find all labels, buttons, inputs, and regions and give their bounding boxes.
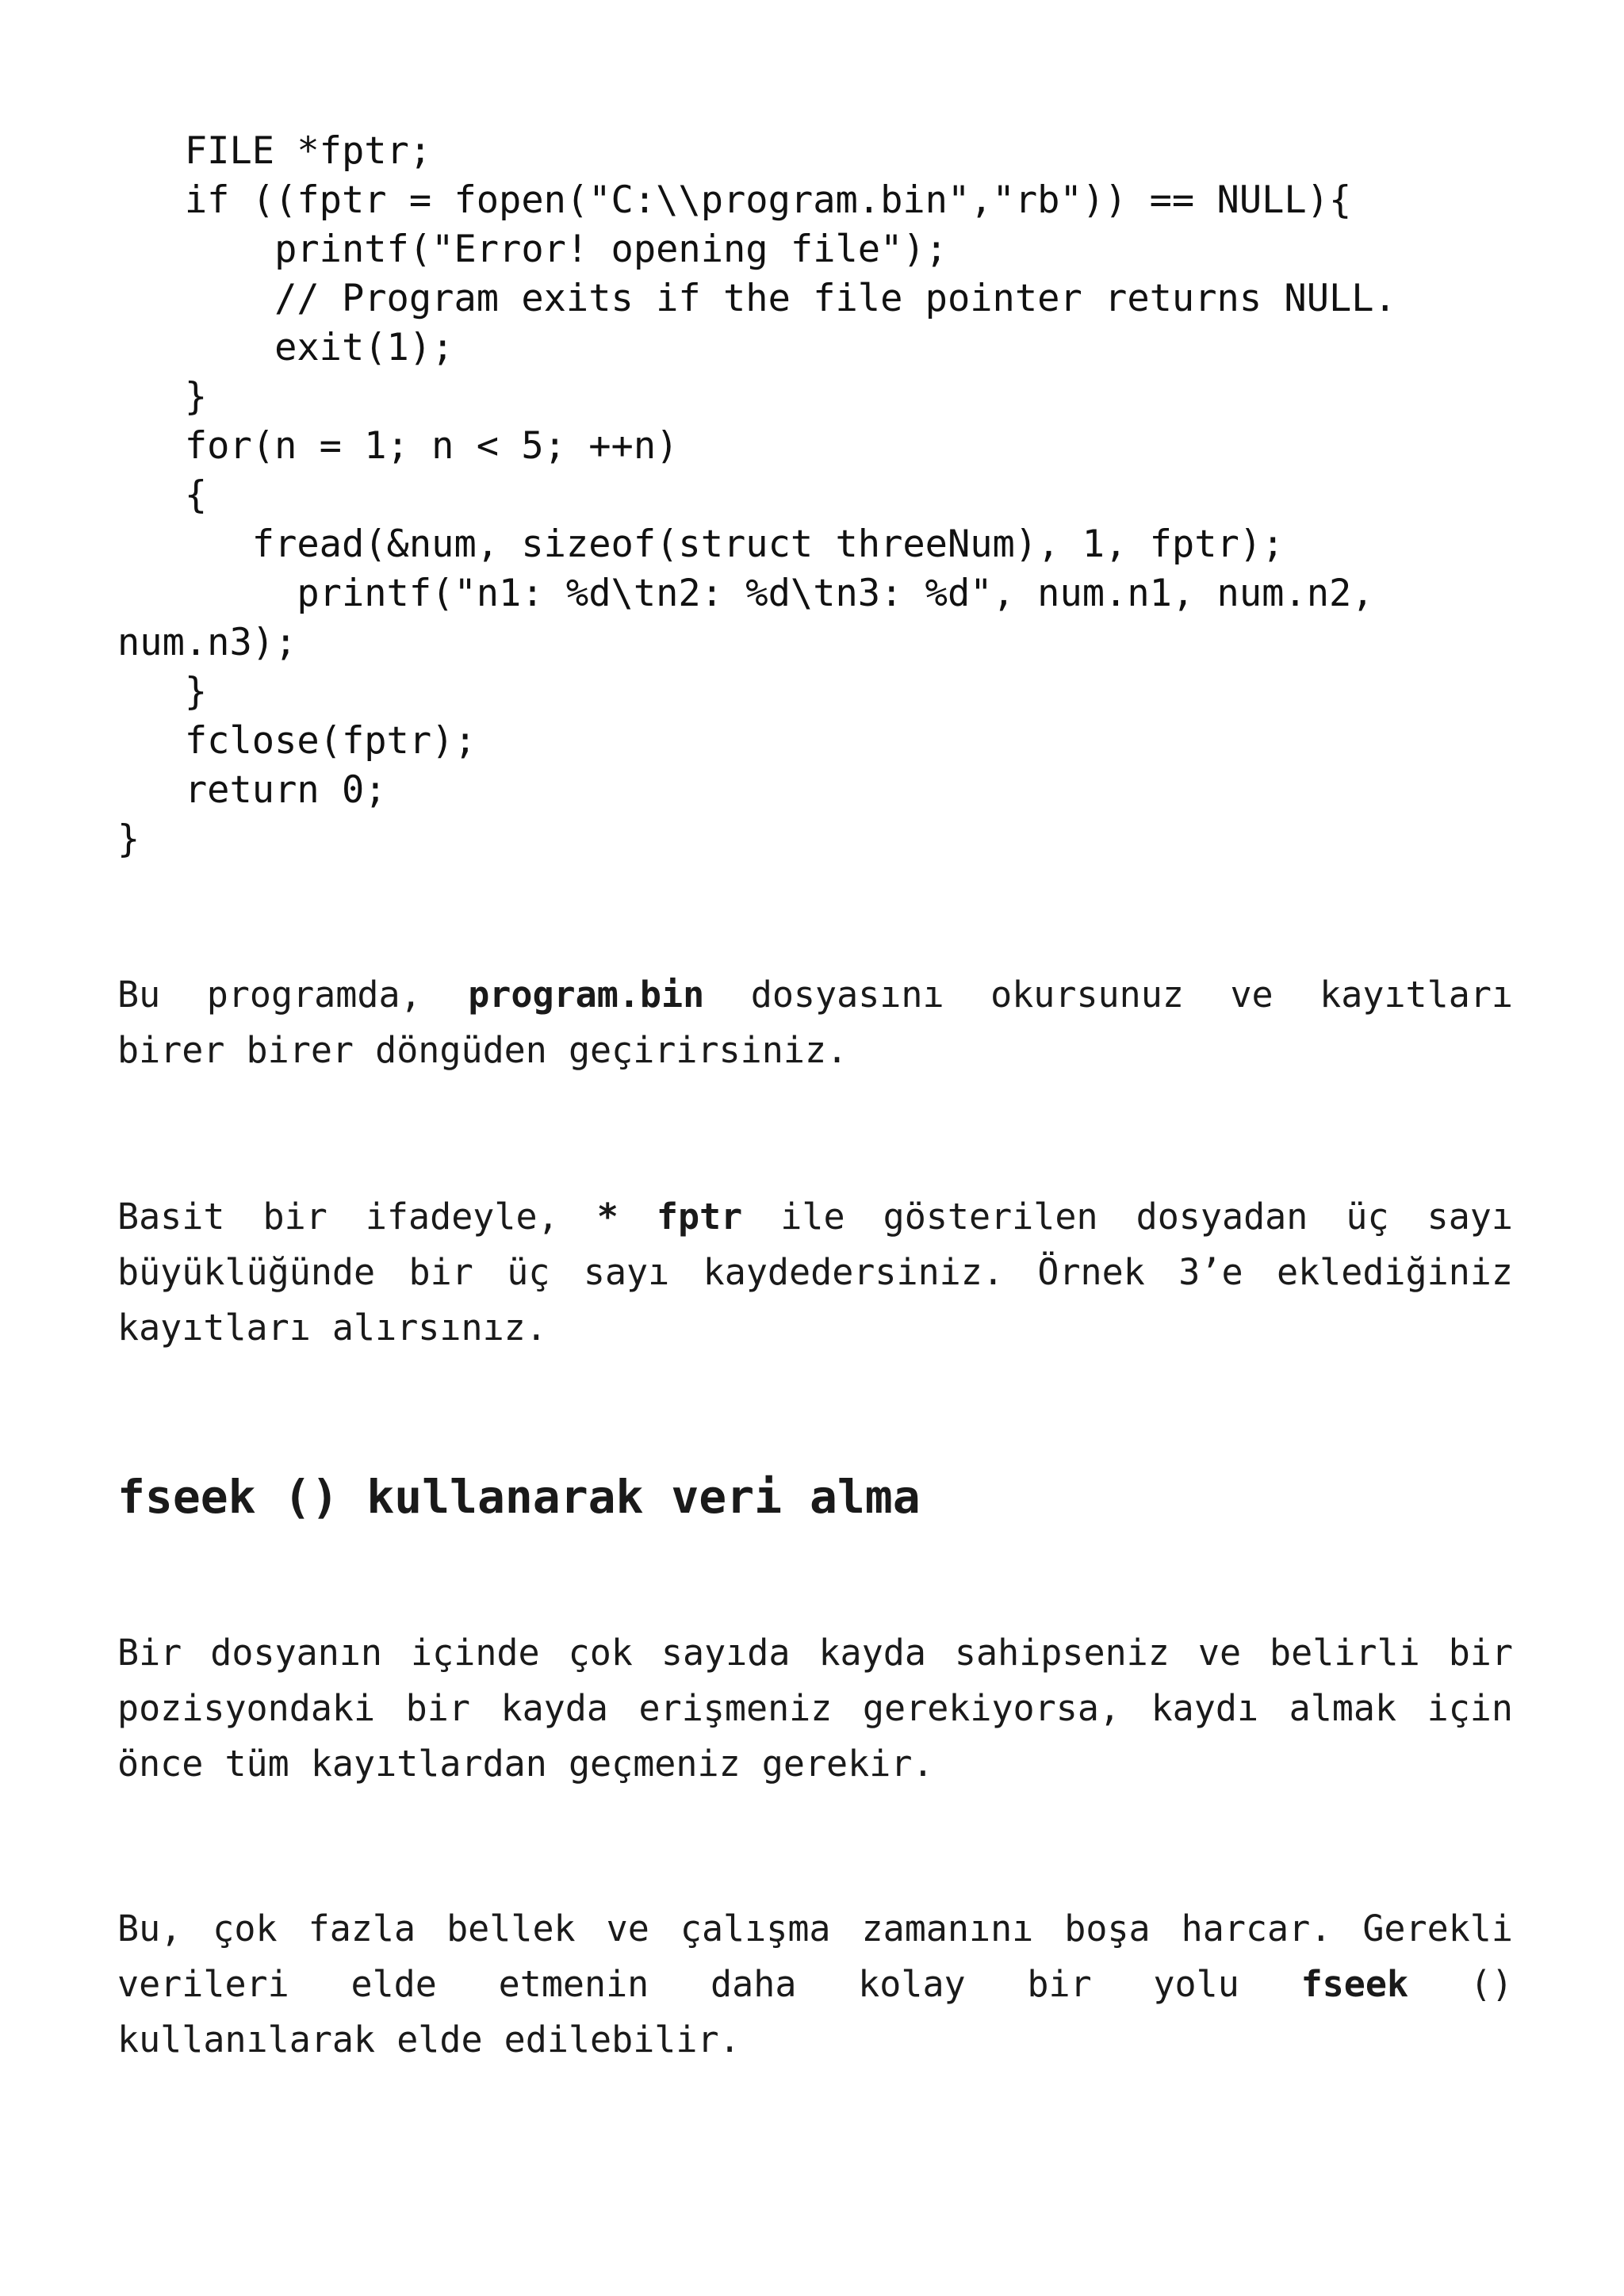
text-run: verileri elde etmenin daha kolay bir yolu <box>117 1963 1301 2005</box>
paragraph-records <box>117 1625 1513 1792</box>
code-line: { <box>117 473 208 517</box>
code-line: } <box>117 670 208 714</box>
paragraph-line: kullanılarak elde edilebilir. <box>117 2019 741 2061</box>
paragraph-line <box>117 1189 1513 1245</box>
paragraph-fseek <box>117 1901 1513 2068</box>
code-line: for(n = 1; n < 5; ++n) <box>117 424 679 468</box>
code-line: printf("Error! opening file"); <box>117 228 948 271</box>
bold-term-program-bin: program.bin <box>468 974 705 1016</box>
paragraph-line <box>117 967 1513 1023</box>
paragraph-line: birer birer döngüden geçirirsiniz. <box>117 1029 848 1071</box>
paragraph-line: Bu, çok fazla bellek ve çalışma zamanını boşa harcar. Gerekli <box>117 1908 1513 1950</box>
code-line: return 0; <box>117 768 387 812</box>
code-line: fread(&num, sizeof(struct threeNum), 1, fptr); <box>117 522 1285 566</box>
text-run: dosyasını okursunuz ve kayıtları <box>704 974 1513 1016</box>
code-line: if ((fptr = fopen("C:\\program.bin","rb")) == NULL){ <box>117 178 1352 222</box>
section-heading: fseek () kullanarak veri alma <box>117 1470 921 1524</box>
code-line: } <box>117 375 208 419</box>
code-line: num.n3); <box>117 621 297 664</box>
bold-term-fptr: * fptr <box>596 1196 743 1238</box>
text-run: Basit bir ifadeyle, <box>117 1196 597 1238</box>
text-run: () <box>1408 1963 1513 2005</box>
paragraph-line: büyüklüğünde bir üç sayı kaydedersiniz. Örnek 3’e eklediğiniz <box>117 1251 1513 1293</box>
paragraph-fptr <box>117 1189 1513 1356</box>
text-run: Bu programda, <box>117 974 469 1016</box>
paragraph-line: pozisyondaki bir kayda erişmeniz gerekiyorsa, kaydı almak için <box>117 1687 1513 1729</box>
code-line: exit(1); <box>117 326 454 369</box>
code-line: fclose(fptr); <box>117 719 477 763</box>
code-line: // Program exits if the file pointer returns NULL. <box>117 277 1396 320</box>
text-run: ile gösterilen dosyadan üç sayı <box>742 1196 1513 1238</box>
code-line: } <box>117 817 140 861</box>
bold-term-fseek: fseek <box>1300 1963 1409 2005</box>
code-block <box>117 127 1396 864</box>
code-line: FILE *fptr; <box>117 129 432 173</box>
paragraph-line: Bir dosyanın içinde çok sayıda kayda sahipseniz ve belirli bir <box>117 1632 1513 1674</box>
paragraph-program-bin <box>117 967 1513 1078</box>
code-line: printf("n1: %d\tn2: %d\tn3: %d", num.n1, num.n2, <box>117 572 1374 615</box>
paragraph-line <box>117 1957 1513 2012</box>
paragraph-line: önce tüm kayıtlardan geçmeniz gerekir. <box>117 1743 934 1785</box>
paragraph-line: kayıtları alırsınız. <box>117 1307 547 1349</box>
